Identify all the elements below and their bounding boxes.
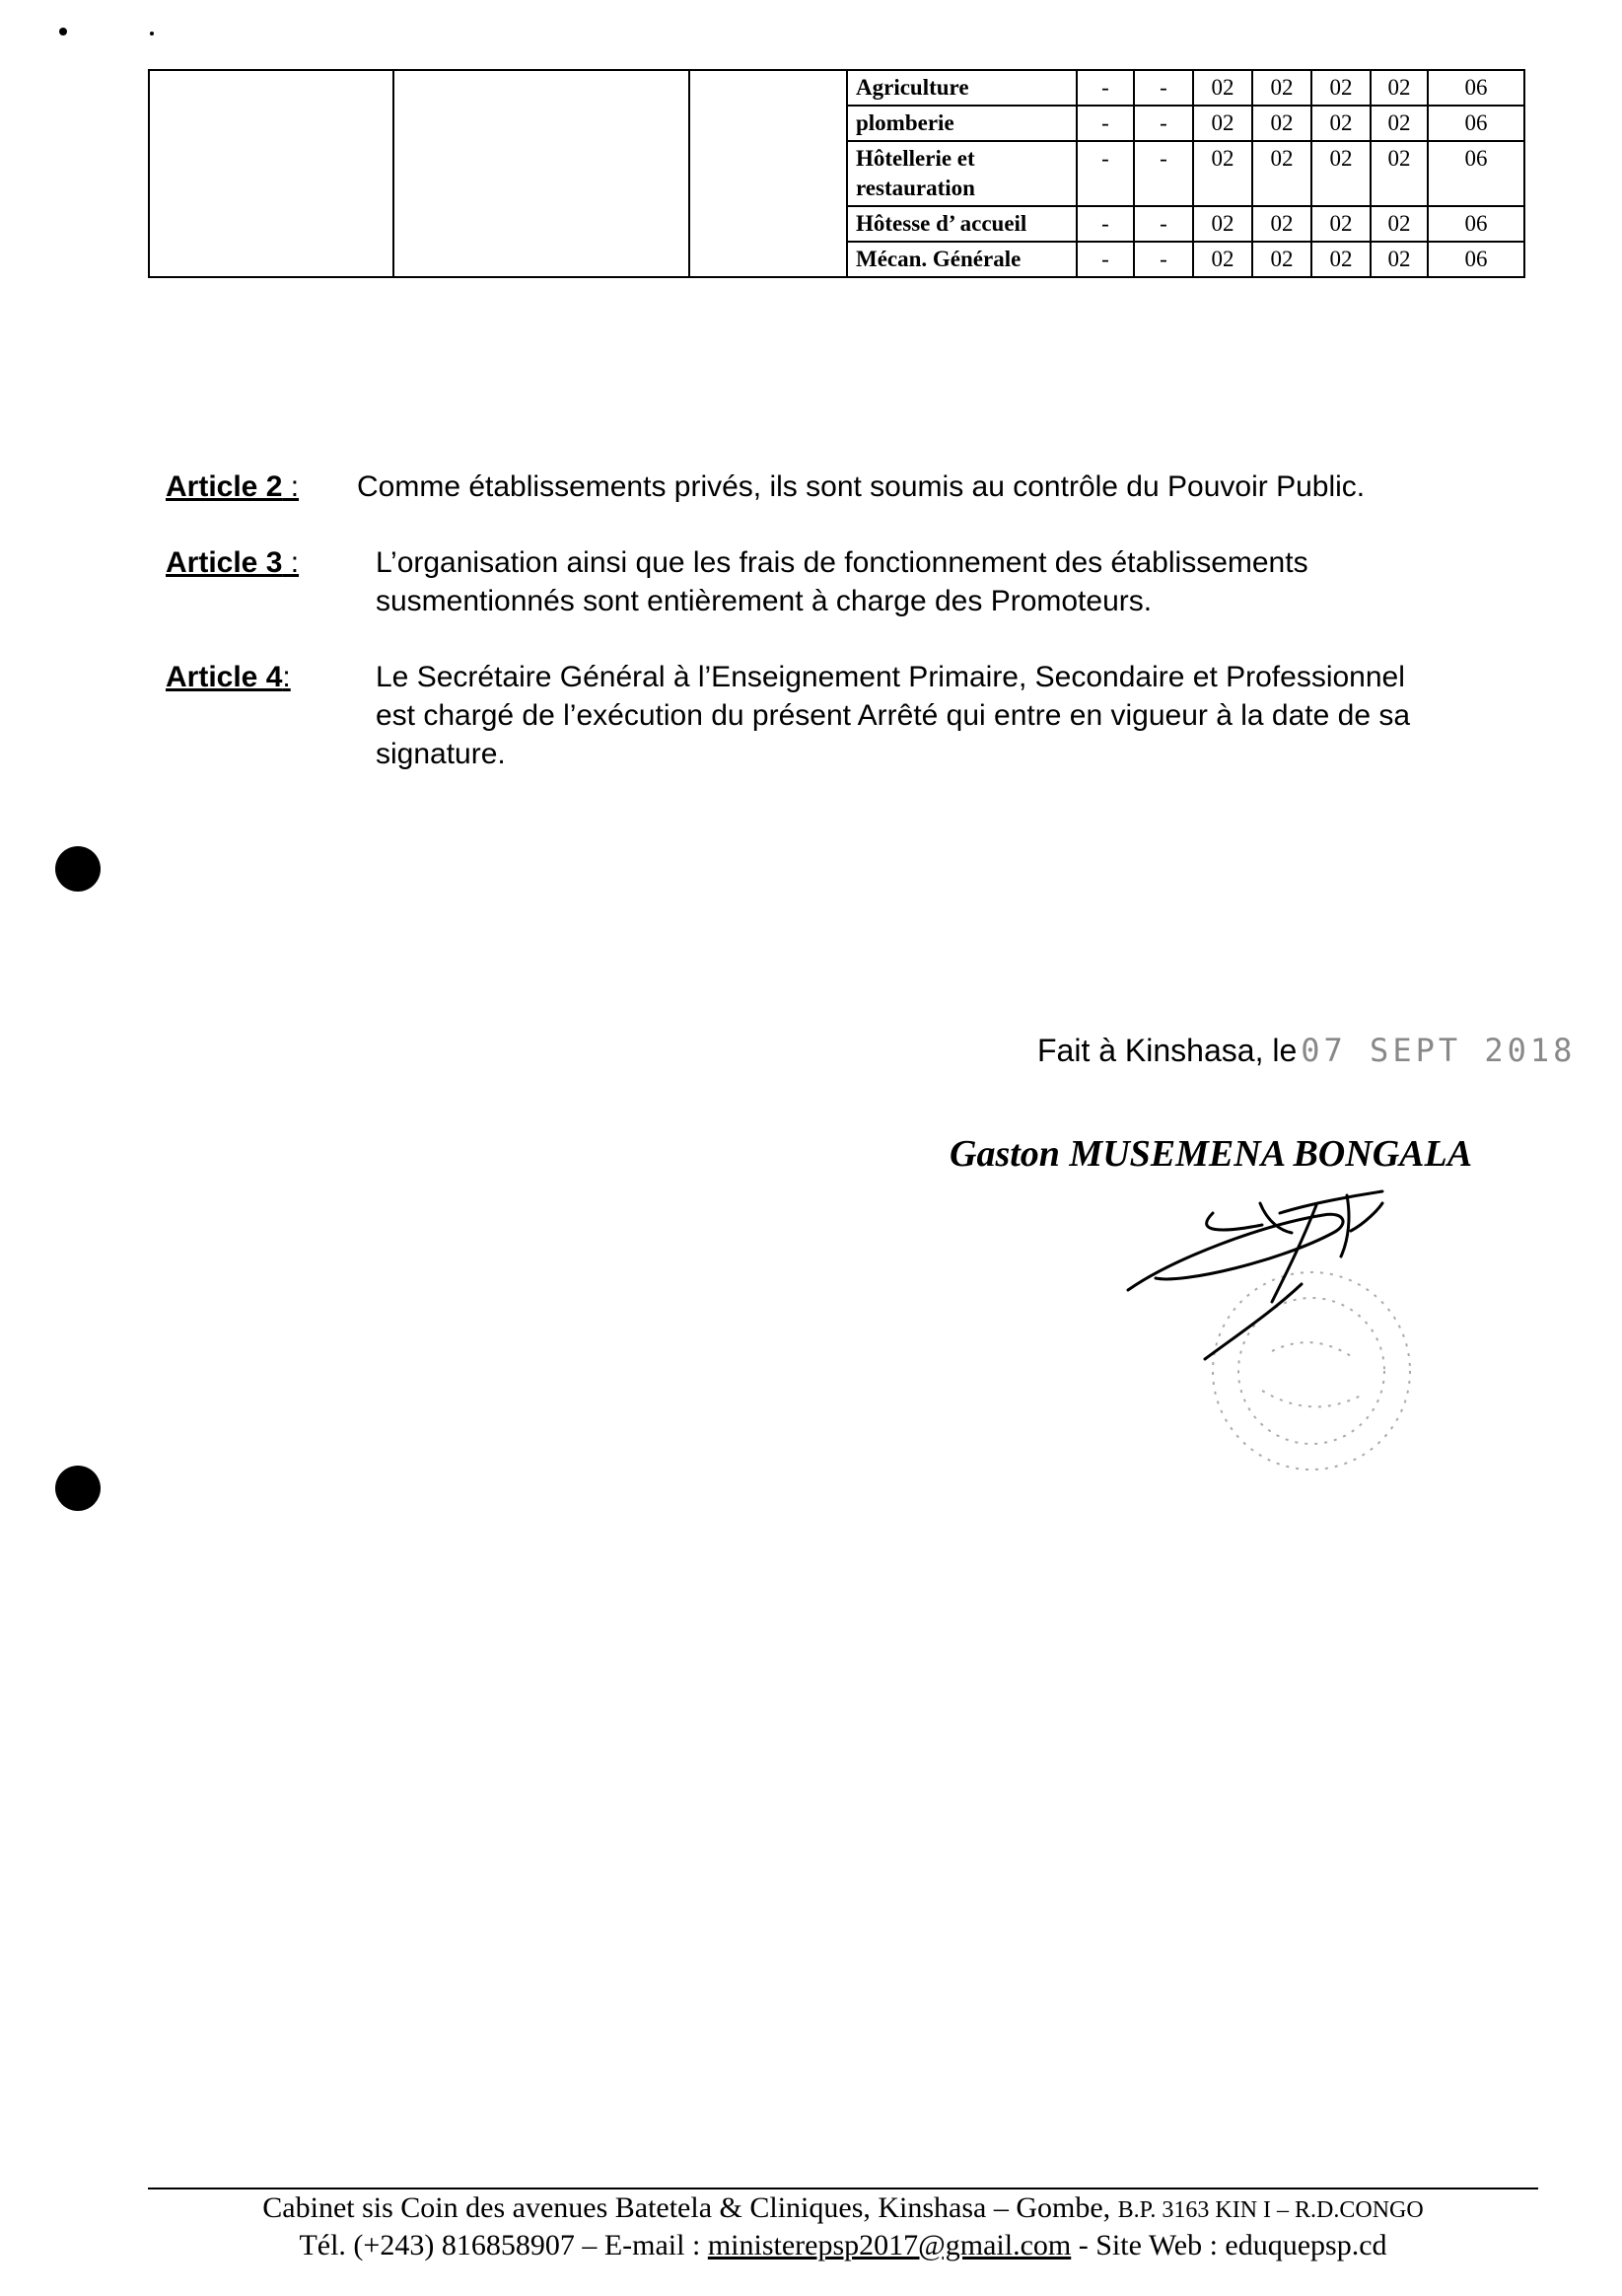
table-cell: - (1077, 206, 1134, 242)
table-cell-option: Agriculture (847, 70, 1077, 106)
footer-contact: Tél. (+243) 816858907 – E-mail : ministerepsp2017@gmail.com - Site Web : eduquepsp.cd (299, 2229, 1387, 2261)
table-cell: - (1134, 70, 1193, 106)
table-cell: - (1077, 141, 1134, 206)
table-cell: 02 (1193, 206, 1252, 242)
table-cell: 02 (1193, 141, 1252, 206)
article-text-line: Comme établissements privés, ils sont soumis au contrôle du Pouvoir Public. (357, 470, 1366, 503)
table-cell: 02 (1371, 242, 1428, 277)
seal-icon (1213, 1272, 1410, 1470)
table-cell: 06 (1428, 242, 1524, 277)
table-cell: - (1077, 242, 1134, 277)
punch-hole-top (55, 846, 101, 892)
table-cell: 02 (1252, 106, 1311, 141)
table-cell: 06 (1428, 70, 1524, 106)
table-cell: 02 (1193, 242, 1252, 277)
table-row (149, 70, 1524, 106)
punch-hole-bottom (55, 1466, 101, 1511)
table-cell: 02 (1252, 70, 1311, 106)
article-text-line: est chargé de l’exécution du présent Arrêté qui entre en vigueur à la date de sa (376, 699, 1411, 732)
table-cell: 02 (1371, 106, 1428, 141)
table-cell-option: plomberie (847, 106, 1077, 141)
table-cell: 02 (1311, 242, 1371, 277)
place-and-date (1037, 1032, 1576, 1069)
article-text-line: L’organisation ainsi que les frais de fonctionnement des établissements (376, 546, 1308, 579)
sections-table (148, 69, 1525, 278)
table-cell: 06 (1428, 206, 1524, 242)
table-cell-option: Mécan. Générale (847, 242, 1077, 277)
table-cell: - (1134, 206, 1193, 242)
table-cell: 02 (1252, 206, 1311, 242)
footer-email: ministerepsp2017@gmail.com (707, 2229, 1072, 2261)
place-text: Fait à Kinshasa, le (1037, 1033, 1298, 1068)
table-cell: 02 (1311, 206, 1371, 242)
table-cell: 02 (1193, 106, 1252, 141)
article-text-line: Le Secrétaire Général à l’Enseignement Primaire, Secondaire et Professionnel (376, 661, 1405, 693)
table-cell: 02 (1252, 141, 1311, 206)
table-cell: - (1134, 141, 1193, 206)
article-heading: Article 3 : (166, 546, 300, 579)
table-cell: 02 (1311, 70, 1371, 106)
table-cell: 02 (1311, 141, 1371, 206)
table-cell: 06 (1428, 141, 1524, 206)
table-cell: - (1077, 106, 1134, 141)
article-text-line: signature. (376, 738, 506, 770)
table-cell: - (1134, 242, 1193, 277)
table-cell: - (1134, 106, 1193, 141)
table-cell: 02 (1371, 141, 1428, 206)
article-text-line: susmentionnés sont entièrement à charge des Promoteurs. (376, 585, 1153, 617)
table-cell: - (1077, 70, 1134, 106)
table-cell: 02 (1193, 70, 1252, 106)
signature-and-seal (1114, 1174, 1489, 1509)
footer-rule (148, 2188, 1538, 2189)
table-empty-col-1 (149, 70, 393, 277)
table-empty-col-2 (393, 70, 689, 277)
footer-address: Cabinet sis Coin des avenues Batetela & Cliniques, Kinshasa – Gombe, B.P. 3163 KIN I – R.D.CONGO (262, 2191, 1424, 2224)
table-cell: 06 (1428, 106, 1524, 141)
table-cell: 02 (1371, 70, 1428, 106)
scan-dot (150, 32, 154, 36)
table-cell-option: Hôtellerie et restauration (847, 141, 1077, 206)
table-empty-col-3 (689, 70, 847, 277)
date-stamp: 07 SEPT 2018 (1301, 1032, 1577, 1069)
table-cell: 02 (1311, 106, 1371, 141)
signature-icon (1128, 1191, 1382, 1359)
signatory-name: Gaston MUSEMENA BONGALA (950, 1133, 1473, 1175)
article-heading: Article 4: (166, 661, 291, 693)
scan-dot (59, 28, 67, 36)
table-cell-option: Hôtesse d’ accueil (847, 206, 1077, 242)
article-heading: Article 2 : (166, 470, 300, 503)
table-cell: 02 (1371, 206, 1428, 242)
table-cell: 02 (1252, 242, 1311, 277)
